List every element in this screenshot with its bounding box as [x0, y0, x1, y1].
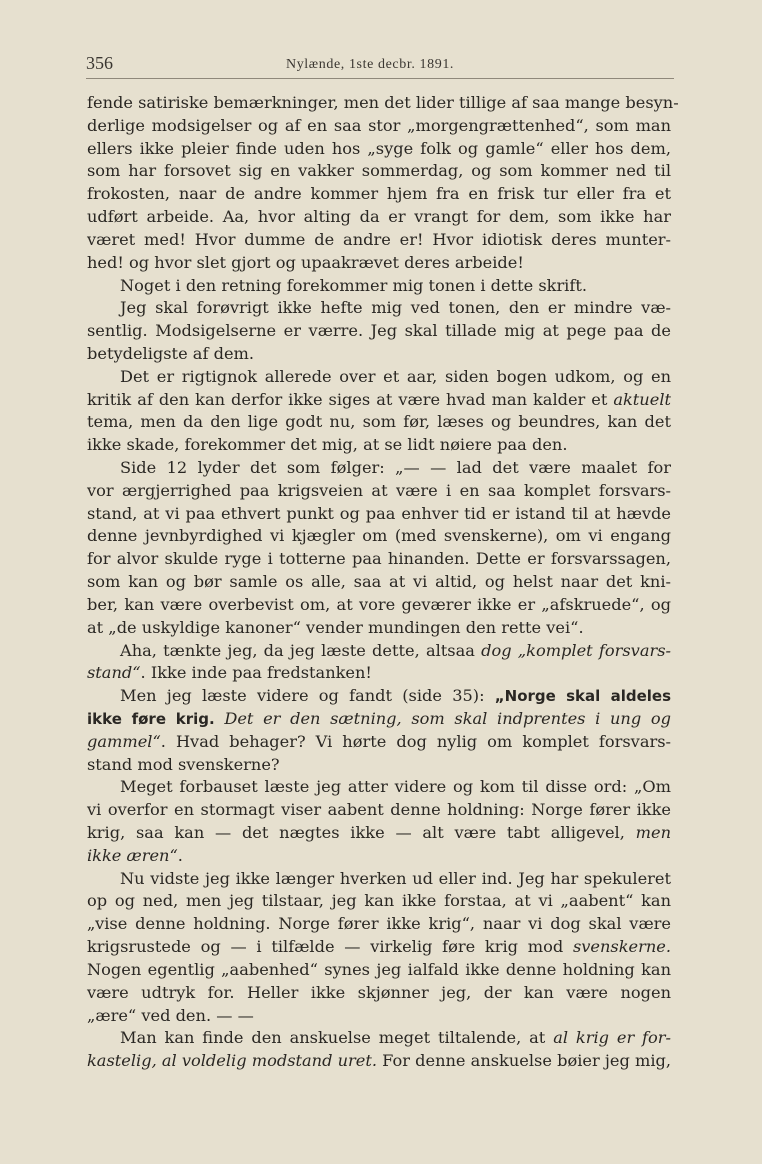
text-segment: op og ned, men jeg tilstaar, jeg kan ikke forstaa, at vi „aabent“ kan	[87, 891, 671, 911]
text-line	[87, 297, 671, 320]
text-segment: sentlig. Modsigelserne er værre. Jeg skal tillade mig at pege paa de	[87, 321, 671, 341]
text-segment: fende satiriske bemærkninger, men det lider tillige af saa mange besyn-	[87, 93, 679, 112]
text-segment: derlige modsigelser og af en saa stor „morgengrættenhed“, som man	[87, 115, 671, 135]
text-segment: ellers ikke pleier finde uden hos „syge folk og gamle“ eller hos dem,	[87, 138, 671, 158]
text-segment: Men jeg læste videre og fandt (side 35):	[120, 686, 495, 706]
text-line	[87, 457, 671, 480]
text-segment: kritik af den kan derfor ikke siges at være hvad man kalder et	[87, 389, 614, 409]
text-line	[87, 525, 671, 548]
text-segment: „vise denne holdning. Norge fører ikke krig“, naar vi dog skal være	[87, 914, 671, 934]
text-segment: svenskerne.	[572, 937, 671, 957]
text-line	[87, 594, 671, 617]
text-segment: stand, at vi paa ethvert punkt og paa enhver tid er istand til at hævde	[87, 503, 671, 523]
text-line	[87, 959, 671, 982]
text-segment: Side 12 lyder det som følger: „— — lad det være maalet for	[120, 458, 671, 477]
text-segment	[215, 709, 225, 728]
text-segment: Det er rigtignok allerede over et aar, siden bogen udkom, og en	[120, 366, 671, 386]
text-line	[87, 92, 679, 115]
text-segment: krigsrustede og — i tilfælde — virkelig føre krig mod	[87, 937, 573, 957]
text-segment: . Hvad behager? Vi hørte dog nylig om komplet forsvars-	[160, 731, 671, 751]
text-line	[87, 160, 671, 183]
text-segment: kastelig, al voldelig modstand uret.	[87, 1051, 377, 1071]
text-line	[87, 868, 671, 891]
text-segment: betydeligste af dem.	[87, 343, 255, 363]
text-line	[87, 662, 671, 685]
text-segment: vi overfor en stormagt viser aabent denne holdning: Norge fører ikke	[87, 800, 671, 820]
text-segment: Nu vidste jeg ikke længer hverken ud eller ind. Jeg har spekuleret	[120, 868, 671, 888]
text-line	[87, 275, 671, 298]
text-line	[87, 480, 671, 503]
text-line	[87, 1050, 671, 1073]
text-line	[87, 845, 671, 868]
text-line	[87, 913, 671, 936]
text-line	[87, 434, 671, 457]
text-line	[87, 685, 671, 708]
text-segment: aktuelt	[613, 389, 671, 409]
text-segment: at „de uskyldige kanoner“ vender mundingen den rette vei“.	[87, 617, 584, 637]
text-line	[87, 343, 671, 366]
text-line	[87, 138, 671, 161]
text-line	[87, 640, 671, 663]
text-line	[87, 776, 671, 799]
text-line	[87, 115, 671, 138]
text-segment: udført arbeide. Aa, hvor alting da er vrangt for dem, som ikke har	[87, 207, 671, 227]
header-rule	[86, 78, 674, 79]
text-line	[87, 822, 671, 845]
text-segment: Det er den sætning, som skal indprentes i ung og	[224, 708, 671, 728]
text-segment: .	[177, 845, 183, 865]
text-segment: denne jevnbyrdighed vi kjægler om (med svenskerne), om vi engang	[87, 526, 671, 546]
text-segment: . Ikke inde paa fredstanken!	[140, 663, 372, 683]
text-line	[87, 982, 671, 1005]
text-segment: Meget forbauset læste jeg atter videre og kom til disse ord: „Om	[120, 777, 671, 797]
text-segment: men	[635, 823, 671, 842]
text-line	[87, 1005, 671, 1028]
text-line	[87, 411, 671, 434]
text-line	[87, 708, 671, 731]
text-line	[87, 229, 671, 252]
text-segment: Aha, tænkte jeg, da jeg læste dette, altsaa	[120, 640, 482, 660]
text-line	[87, 320, 671, 343]
text-segment: krig, saa kan — det nægtes ikke — alt være tabt alligevel,	[87, 823, 636, 842]
text-segment: tema, men da den lige godt nu, som før, læses og beundres, kan det	[87, 412, 671, 432]
text-segment: være udtryk for. Heller ikke skjønner jeg, der kan være nogen	[87, 982, 671, 1002]
page-number: 356	[86, 53, 113, 73]
text-segment: Man kan finde den anskuelse meget tiltalende, at	[120, 1028, 554, 1048]
text-segment: stand mod svenskerne?	[87, 754, 280, 774]
text-segment: „Norge skal aldeles	[494, 687, 671, 706]
text-line	[87, 548, 671, 571]
text-segment: frokosten, naar de andre kommer hjem fra en frisk tur eller fra et	[87, 184, 671, 204]
text-line	[87, 731, 671, 754]
text-line	[87, 936, 671, 959]
text-segment: dog „komplet forsvars-	[481, 640, 671, 660]
text-line	[87, 389, 671, 412]
text-line	[87, 617, 671, 640]
text-line	[87, 571, 671, 594]
text-segment: stand“	[87, 663, 141, 683]
text-segment: været med! Hvor dumme de andre er! Hvor idiotisk deres munter-	[87, 229, 671, 249]
text-line	[87, 799, 671, 822]
text-segment: som kan og bør samle os alle, saa at vi altid, og helst naar det kni-	[87, 572, 671, 592]
text-line	[87, 252, 671, 275]
text-segment: Nogen egentlig „aabenhed“ synes jeg ialfald ikke denne holdning kan	[87, 959, 671, 979]
text-segment: „ære“ ved den. — —	[87, 1005, 254, 1025]
running-title: Nylænde, 1ste decbr. 1891.	[286, 57, 455, 72]
text-segment: ber, kan være overbevist om, at vore geværer ikke er „afskruede“, og	[87, 594, 671, 614]
text-segment: som har forsovet sig en vakker sommerdag, og som kommer ned til	[87, 161, 671, 181]
body-text	[87, 92, 679, 1073]
text-line	[87, 366, 671, 389]
text-segment: For denne anskuelse bøier jeg mig,	[377, 1051, 672, 1071]
text-line	[87, 206, 671, 229]
text-segment: Noget i den retning forekommer mig tonen i dette skrift.	[120, 275, 588, 295]
text-segment: Jeg skal forøvrigt ikke hefte mig ved tonen, den er mindre væ-	[120, 298, 671, 318]
text-segment: gammel“	[87, 731, 161, 751]
text-line	[87, 503, 671, 526]
text-line	[87, 183, 671, 206]
text-segment: vor ærgjerrighed paa krigsveien at være i en saa komplet forsvars-	[87, 480, 671, 500]
text-line	[87, 890, 671, 913]
text-line	[87, 1027, 671, 1050]
text-segment: al krig er for-	[553, 1028, 671, 1048]
text-line	[87, 754, 671, 777]
text-segment: ikke føre krig.	[87, 709, 215, 728]
page-header	[86, 53, 672, 77]
text-segment: ikke æren“	[87, 845, 178, 865]
text-segment: hed! og hvor slet gjort og upaakrævet deres arbeide!	[87, 252, 524, 272]
text-segment: for alvor skulde ryge i totterne paa hinanden. Dette er forsvarssagen,	[87, 549, 671, 569]
text-segment: ikke skade, forekommer det mig, at se lidt nøiere paa den.	[87, 435, 568, 455]
